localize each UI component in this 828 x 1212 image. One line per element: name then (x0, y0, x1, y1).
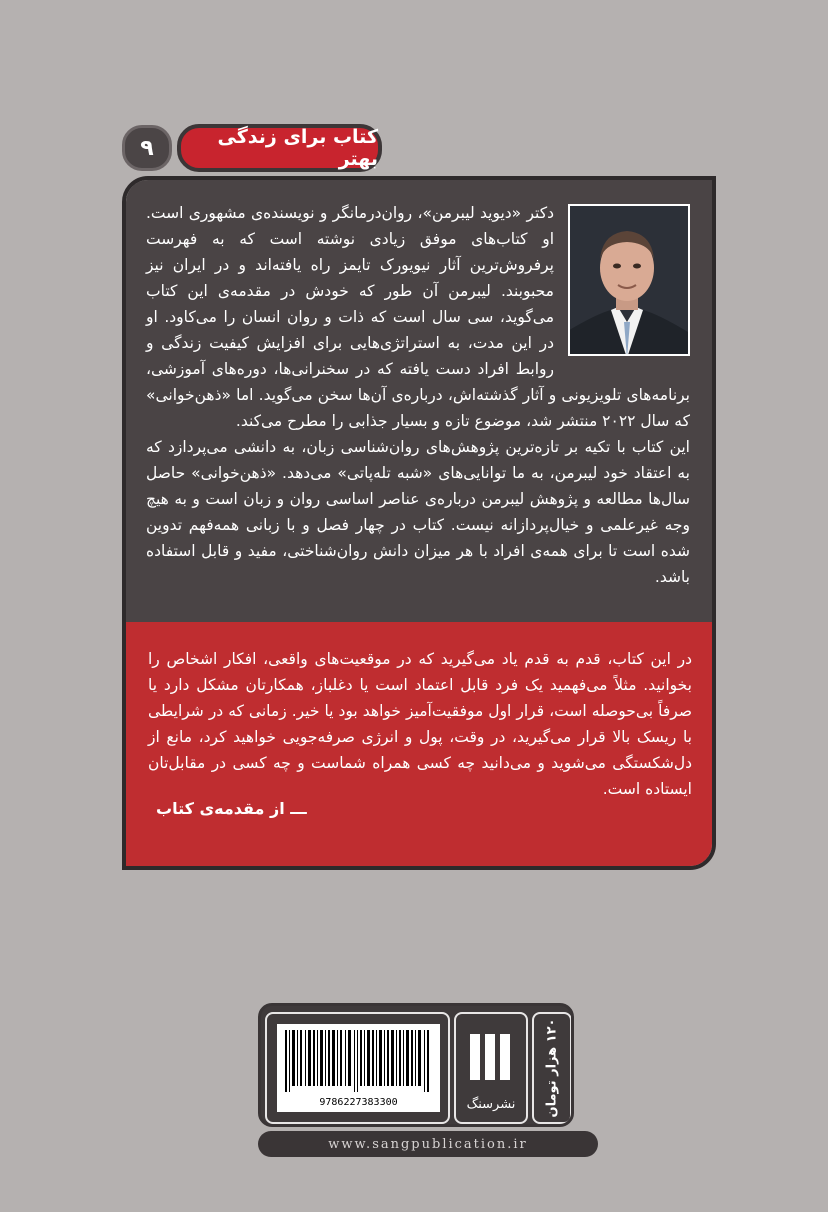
quote-section (126, 622, 712, 870)
author-bio-section (126, 180, 712, 622)
bio-paragraph-2: این کتاب با تکیه بر تازه‌ترین پژوهش‌های روان‌شناسی زبان، به دانشی می‌پردازد که به اعتقاد خود لیبرمن، به ما توانایی‌های «شبه تله‌پاتی» می‌دهد. «ذهن‌خوانی» حاصل سال‌ها مطالعه و پژوهش لیبرمن درباره‌ی عناصر اساسی روان و زبان است و به هیچ وجه غیرعلمی و خیال‌پردازانه نیست. کتاب در چهار فصل و با زبانی همه‌فهم تدوین شده است تا برای همه‌ی افراد با هر میزان دانش روان‌شناختی، مفید و قابل استفاده باشد. (146, 438, 690, 586)
price-box (532, 1012, 572, 1124)
barcode-box (265, 1012, 450, 1124)
author-portrait-image (568, 206, 688, 356)
publisher-name: نشرسنگ (466, 1097, 516, 1112)
quote-text: در این کتاب، قدم به قدم یاد می‌گیرید که در موقعیت‌های واقعی، افکار اشخاص را بخوانید. مثلاً می‌فهمید یک فرد قابل اعتماد است یا دغلباز، همکارتان مشکل دارد یا صرفاً بی‌حوصله است، قرار اول موفقیت‌آمیز خواهد بود یا خیر. زمانی که در شرایطی با ریسک بالا قرار می‌گیرید، در وقت، پول و انرژی صرفه‌جویی خواهید کرد، مانع از دل‌شکستگی می‌شوید و می‌دانید چه کسی همراه شماست و چه کسی در مقابل‌تان ایستاده است. (148, 650, 692, 798)
series-number-badge (122, 125, 172, 171)
barcode-number: 9786227383300 (319, 1097, 398, 1108)
author-photo (568, 204, 690, 356)
quote-source: ـــ از مقدمه‌ی کتاب (156, 799, 307, 818)
price-text: ۱۲۰ هزار تومان (544, 1018, 560, 1118)
series-number: ۹ (140, 135, 154, 161)
barcode (277, 1024, 440, 1112)
series-label: کتاب برای زندگی بهتر (217, 126, 378, 170)
barcode-bars (277, 1024, 440, 1096)
series-label-tag (177, 124, 382, 172)
bottom-info-box (258, 1003, 574, 1127)
bio-paragraph-1: دکتر «دیوید لیبرمن»، روان‌درمانگر و نویسنده‌ی مشهوری است. او کتاب‌های موفق زیادی نوشته است که به فهرست پرفروش‌ترین آثار نیویورک تایمز راه یافته‌اند و در ایران نیز محبوبند. لیبرمن آن طور که خودش در مقدمه‌ی این کتاب می‌گوید، سی سال است که ذات و روان انسان را می‌کاود. او در این مدت، به استراتژی‌هایی برای افزایش کیفیت زندگی و روابط افراد دست یافته که در سخنرانی‌ها، دوره‌های آموزشی، برنامه‌های تلویزیونی و آثار گذشته‌اش، درباره‌ی آن‌ها سخن می‌گوید. اما «ذهن‌خوانی» که سال ۲۰۲۲ منتشر شد، موضوع تازه و بسیار جذابی را مطرح می‌کند. (146, 204, 690, 430)
publisher-logo-icon (456, 1024, 526, 1094)
publisher-website: www.sangpublication.ir (258, 1131, 598, 1157)
publisher-box (454, 1012, 528, 1124)
back-cover-panel (122, 176, 716, 870)
